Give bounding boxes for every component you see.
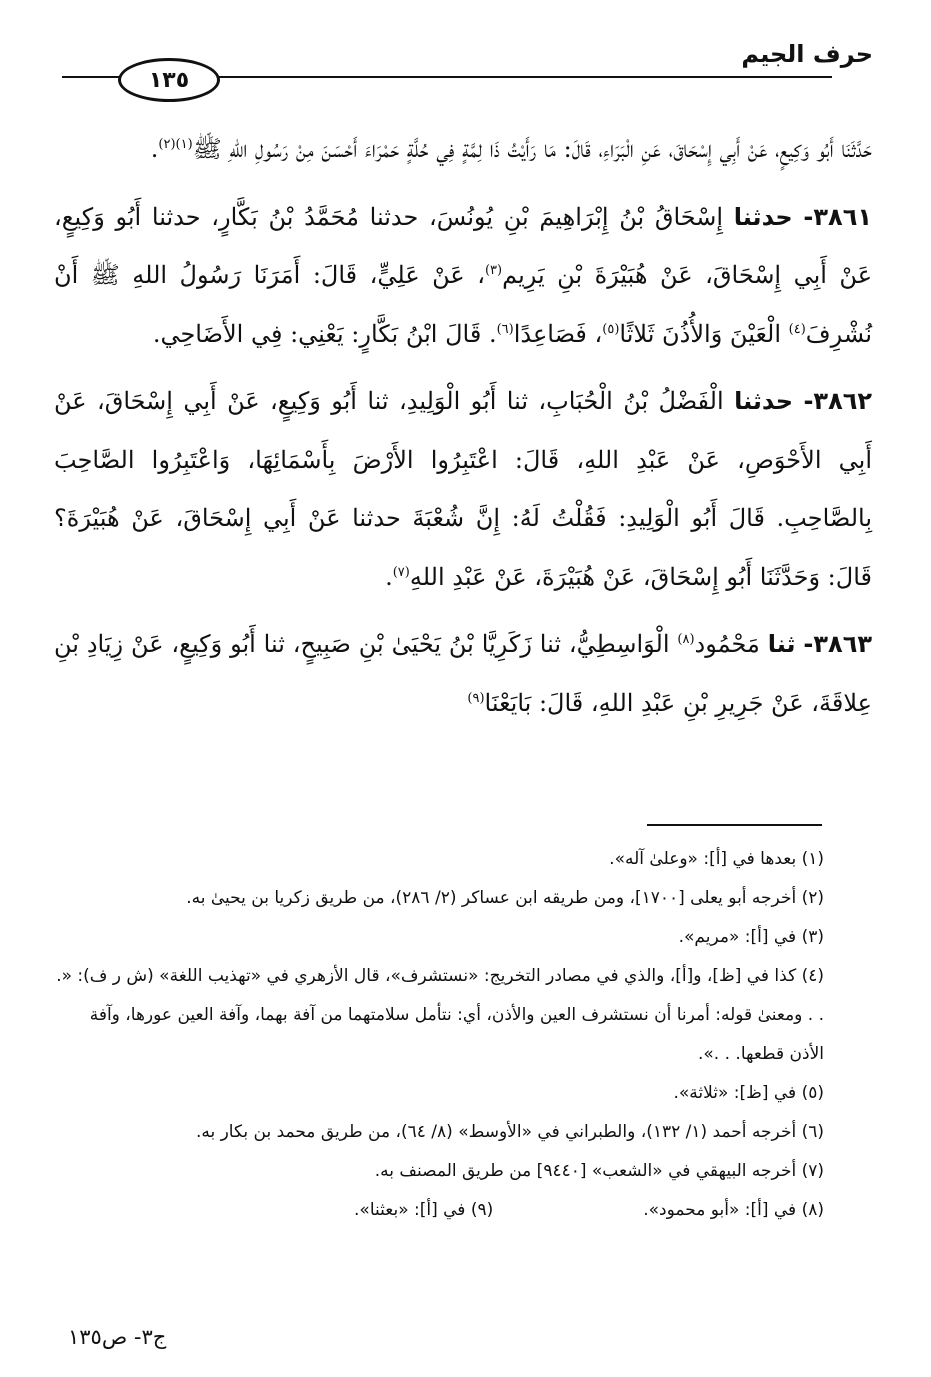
- hadith-text: .: [385, 562, 393, 591]
- paragraph-tail: .: [150, 135, 159, 163]
- footnote-separator: [647, 824, 822, 826]
- footnote-ref: (٣): [484, 263, 503, 278]
- footnote-3: (٣) في [أ]: «مريم».: [678, 927, 824, 947]
- footnote-pair: [56, 1191, 824, 1230]
- hadith-text: مَحْمُود: [694, 630, 760, 658]
- footnotes: [56, 840, 824, 1230]
- footnote-7: (٧) أخرجه البيهقي في «الشعب» [٩٤٤٠] من طريق المصنف به.: [374, 1161, 824, 1181]
- hadith-text: إِسْحَاقُ بْنُ إِبْرَاهِيمَ بْنِ يُونُسَ، حدثنا مُحَمَّدُ بْنُ بَكَّارٍ، حدثنا أَبُو وَكِيعٍ، عَنْ أَبِي إِسْحَاقَ، عَنْ هُبَيْرَةَ بْنِ يَرِيم: [54, 202, 873, 289]
- footnote-5: (٥) في [ظ]: «ثلاثة».: [673, 1083, 824, 1103]
- hadith-text: . قَالَ ابْنُ بَكَّارٍ: يَعْنِي: فِي الأَضَاحِي.: [152, 319, 497, 348]
- hadith-number: ٣٨٦٣-: [803, 630, 872, 658]
- hadith-number: ٣٨٦١-: [803, 202, 872, 231]
- footnote-ref: (٤): [788, 321, 806, 337]
- volume-page-signature: ج٣- ص١٣٥: [68, 1325, 167, 1349]
- footnote-6: (٦) أخرجه أحمد (١/ ١٣٢)، والطبراني في «الأوسط» (٨/ ٦٤)، من طريق محمد بن بكار به.: [195, 1122, 824, 1142]
- footnote-1: (١) بعدها في [أ]: «وعلىٰ آله».: [609, 849, 824, 869]
- hadith-text: الْوَاسِطِيُّ، ثنا زَكَرِيَّا بْنُ يَحْيَىٰ بْنِ صَبِيحٍ، ثنا أَبُو وَكِيعٍ، عَنْ زِيَادِ بْنِ عِلاقَةَ، عَنْ جَرِيرِ بْنِ عَبْدِ اللهِ، قَالَ: بَايَعْنَا: [54, 630, 872, 717]
- footnote-ref: (٧): [392, 564, 410, 580]
- hadith-verb: حدثنا: [734, 387, 794, 415]
- footnote-8: (٨) في [أ]: «أبو محمود».: [643, 1200, 824, 1220]
- footnote-ref: (٥): [602, 321, 620, 337]
- footnote-ref: (٦): [496, 321, 514, 337]
- hadith-text: ، فَصَاعِدًا: [513, 319, 603, 348]
- footnote-4: (٤) كذا في [ظ]، و[أ]، والذي في مصادر التخريج: «نستشرف»، قال الأزهري في «تهذيب اللغة» (ش ر ف): «. . . ومعنىٰ قوله: أمرنا أن نستشرف العين والأذن، أي: نتأمل سلامتهما من آفة بهما، وآفة العين عورها، وآفة الأذن قطعها. . .».: [56, 966, 824, 1064]
- chapter-title: حرف الجيم: [741, 40, 873, 68]
- hadith-text: الْعَيْنَ وَالأُذُنَ ثَلاثًا: [619, 319, 789, 348]
- footnote-2: (٢) أخرجه أبو يعلى [١٧٠٠]، ومن طريقه ابن عساكر (٢/ ٢٨٦)، من طريق زكريا بن يحيىٰ به.: [186, 888, 824, 908]
- main-text: [54, 120, 872, 741]
- hadith-3862: [54, 372, 872, 606]
- footnote-ref: (١)(٢): [158, 137, 193, 152]
- hadith-text: ، عَنْ عَلِيٍّ، قَالَ: أَمَرَنَا رَسُولُ اللهِ ﷺ أَنْ نُشْرِفَ: [54, 261, 872, 348]
- hadith-number: ٣٨٦٢-: [803, 387, 873, 415]
- hadith-3861: [54, 188, 872, 364]
- footnote-ref: (٨): [677, 632, 695, 647]
- footnote-9: (٩) في [أ]: «بعثنا».: [354, 1200, 494, 1220]
- hadith-verb: حدثنا: [733, 202, 793, 231]
- page-number: ١٣٥: [118, 58, 220, 102]
- paragraph-continuation: [54, 120, 872, 179]
- hadith-text: الْفَضْلُ بْنُ الْحُبَابِ، ثنا أَبُو الْوَلِيدِ، ثنا أَبُو وَكِيعٍ، عَنْ أَبِي إِسْحَاقَ، عَنْ أَبِي الأَحْوَصِ، عَنْ عَبْدِ اللهِ، قَالَ: اعْتَبِرُوا الأَرْضَ بِأَسْمَائِهَا، وَاعْتَبِرُوا الصَّاحِبَ بِالصَّاحِبِ. قَالَ أَبُو الْوَلِيدِ: فَقُلْتُ لَهُ: إِنَّ شُعْبَةَ حدثنا عَنْ أَبِي إِسْحَاقَ، عَنْ هُبَيْرَةَ؟ قَالَ: وَحَدَّثَنَا أَبُو إِسْحَاقَ، عَنْ هُبَيْرَةَ، عَنْ عَبْدِ اللهِ: [54, 387, 873, 591]
- hadith-3863: [54, 615, 872, 732]
- paragraph-text: حَدَّثَنَا أَبُو وَكِيعٍ، عَنْ أَبِي إِسْحَاقَ، عَنِ الْبَرَاءِ، قَالَ: مَا رَأَيْتُ ذَا لِمَّةٍ فِي حُلَّةٍ حَمْرَاءَ أَحْسَنَ مِنْ رَسُولِ اللهِ ﷺ: [192, 135, 872, 163]
- footnote-ref: (٩): [467, 690, 485, 706]
- hadith-verb: ثنا: [767, 630, 796, 658]
